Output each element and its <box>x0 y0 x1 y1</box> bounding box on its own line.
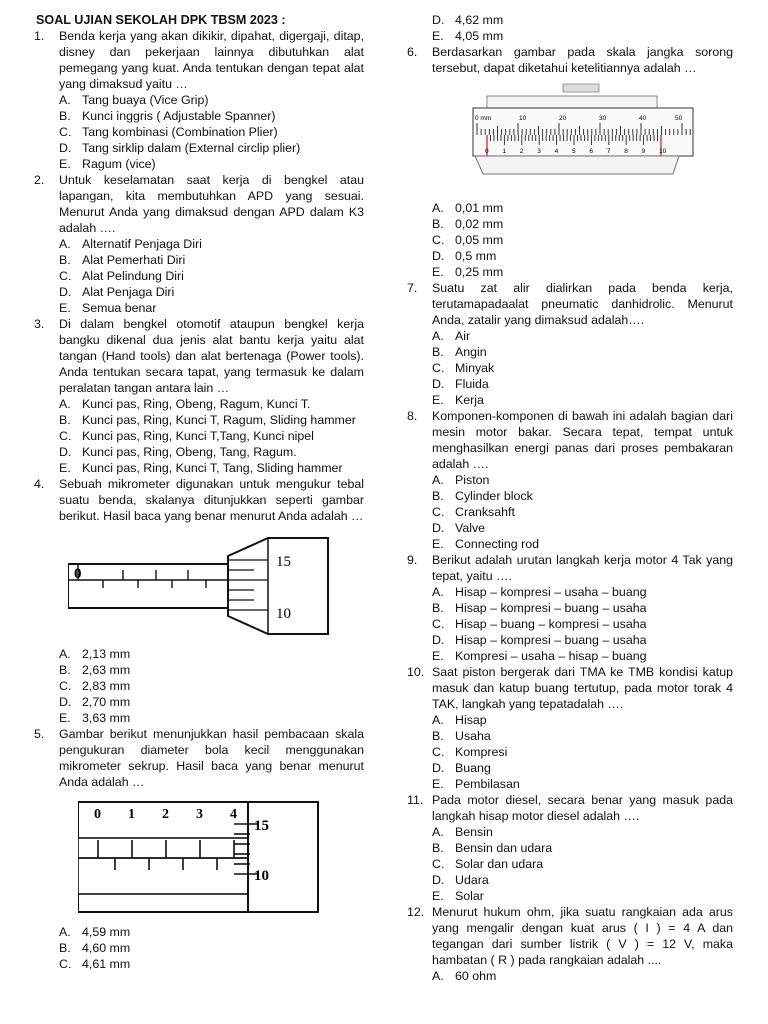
vernier-caliper-figure <box>447 82 733 194</box>
option-text: Tang kombinasi (Combination Plier) <box>82 125 278 139</box>
question-10 <box>407 664 733 792</box>
options-list <box>59 646 364 726</box>
question-number: 8. <box>407 409 418 423</box>
option-letter: C. <box>432 361 445 375</box>
option <box>59 428 364 444</box>
option-text: 4,60 mm <box>82 941 131 955</box>
option <box>59 252 364 268</box>
caliper-svg <box>447 82 703 192</box>
question-stem <box>407 664 733 712</box>
options-list <box>59 92 364 172</box>
option <box>59 284 364 300</box>
option <box>432 472 733 488</box>
option <box>59 124 364 140</box>
left-column <box>34 12 364 972</box>
option-letter: D. <box>432 633 445 647</box>
option-text: Usaha <box>455 729 491 743</box>
question-number: 9. <box>407 553 418 567</box>
option-text: Kunci inggris ( Adjustable Spanner) <box>82 109 276 123</box>
option-text: 0,25 mm <box>455 265 504 279</box>
option-letter: A. <box>59 237 71 251</box>
question-text: Berdasarkan gambar pada skala jangka sorong tersebut, dapat diketahui ketelitiannya adalah … <box>432 45 733 75</box>
vernier-label: 10 <box>659 148 667 155</box>
option-text: 4,05 mm <box>455 29 504 43</box>
option-letter: A. <box>59 925 71 939</box>
options-list <box>432 824 733 904</box>
question-stem <box>34 28 364 92</box>
option <box>432 536 733 552</box>
option-text: Hisap <box>455 713 487 727</box>
option-text: Alat Penjaga Diri <box>82 285 175 299</box>
main-label-50: 50 <box>675 115 683 122</box>
sleeve-label-4: 4 <box>230 807 237 822</box>
option <box>432 12 733 28</box>
option <box>432 632 733 648</box>
option <box>59 710 364 726</box>
option-letter: B. <box>59 109 71 123</box>
option-letter: B. <box>432 729 444 743</box>
vernier-label: 3 <box>537 148 541 155</box>
option-letter: D. <box>432 249 445 263</box>
question-text: Untuk keselamatan saat kerja di bengkel atau lapangan, kita membutuhkan APD yang sesuai. Menurut Anda yang dimaksud dengan APD dalam K3 adalah …. <box>59 173 364 235</box>
option-letter: D. <box>432 761 445 775</box>
option-text: 2,63 mm <box>82 663 131 677</box>
option-text: Kunci pas, Ring, Obeng, Ragum, Kunci T. <box>82 397 311 411</box>
micrometer-2-svg <box>78 798 338 916</box>
option-letter: C. <box>432 617 445 631</box>
option-text: 4,59 mm <box>82 925 131 939</box>
option-text: Kunci pas, Ring, Kunci T, Tang, Sliding hammer <box>82 461 343 475</box>
option <box>432 392 733 408</box>
question-text: Saat piston bergerak dari TMA ke TMB kondisi katup masuk dan katup buang tertutup, pada motor torak 4 TAK, langkah yang tepatadalah …. <box>432 665 733 711</box>
option-text: Bensin <box>455 825 493 839</box>
option <box>59 236 364 252</box>
options-list <box>432 584 733 664</box>
question-text: Berikut adalah urutan langkah kerja motor 4 Tak yang tepat, yaitu …. <box>432 553 733 583</box>
question-text: Suatu zat alir dialirkan pada benda kerja, terutamapadaalat pneumatic danhidrolic. Menurut Anda, zatalir yang dimaksud adalah…. <box>432 281 733 327</box>
question-2 <box>34 172 364 316</box>
option-letter: E. <box>59 461 71 475</box>
option-letter: B. <box>59 941 71 955</box>
option-text: Cranksahft <box>455 505 515 519</box>
micrometer-figure-1 <box>68 530 364 642</box>
option-letter: E. <box>59 157 71 171</box>
option-letter: E. <box>432 649 444 663</box>
option <box>59 694 364 710</box>
question-6 <box>407 44 733 280</box>
option-letter: E. <box>59 711 71 725</box>
vernier-label: 7 <box>606 148 611 155</box>
question-number: 12. <box>407 905 425 919</box>
option <box>59 444 364 460</box>
option-letter: D. <box>59 445 72 459</box>
option-text: Semua benar <box>82 301 157 315</box>
option <box>432 856 733 872</box>
option-letter: E. <box>432 537 444 551</box>
option <box>432 872 733 888</box>
sleeve-label-2: 2 <box>162 807 169 822</box>
thimble-label-15: 15 <box>276 554 291 570</box>
option-text: Tang sirklip dalam (External circlip plier) <box>82 141 301 155</box>
option-letter: C. <box>432 857 445 871</box>
question-stem <box>407 904 733 968</box>
option-text: 4,62 mm <box>455 13 504 27</box>
micrometer-1-svg <box>68 530 368 640</box>
sleeve-label-0: 0 <box>74 566 82 582</box>
options-list <box>59 924 364 972</box>
option <box>432 616 733 632</box>
option-text: Tang buaya (Vice Grip) <box>82 93 209 107</box>
option <box>432 200 733 216</box>
question-11 <box>407 792 733 904</box>
thimble-label-10: 10 <box>254 868 269 884</box>
question-stem <box>407 792 733 824</box>
micrometer-figure-2 <box>78 798 364 918</box>
question-stem <box>407 552 733 584</box>
option <box>59 924 364 940</box>
option-letter: A. <box>59 647 71 661</box>
question-number: 11. <box>407 793 424 807</box>
option <box>59 140 364 156</box>
option-letter: A. <box>59 397 71 411</box>
options-list <box>59 396 364 476</box>
option <box>432 744 733 760</box>
option <box>59 646 364 662</box>
option-letter: D. <box>59 285 72 299</box>
option-text: 2,83 mm <box>82 679 131 693</box>
option-text: 2,70 mm <box>82 695 131 709</box>
option-letter: C. <box>432 745 445 759</box>
option-text: 3,63 mm <box>82 711 131 725</box>
option <box>432 376 733 392</box>
main-label-40: 40 <box>639 115 647 122</box>
option-text: Solar <box>455 889 484 903</box>
option <box>432 360 733 376</box>
option-text: Air <box>455 329 471 343</box>
option-letter: B. <box>432 601 444 615</box>
option <box>59 460 364 476</box>
option-text: 0,01 mm <box>455 201 504 215</box>
option-text: Cylinder block <box>455 489 533 503</box>
option-text: 0,5 mm <box>455 249 497 263</box>
right-column <box>407 12 733 984</box>
options-list <box>432 472 733 552</box>
option-letter: B. <box>432 489 444 503</box>
option-text: Minyak <box>455 361 495 375</box>
question-8 <box>407 408 733 552</box>
main-label-0: 0 mm <box>475 115 492 122</box>
option-text: Alternatif Penjaga Diri <box>82 237 202 251</box>
main-label-30: 30 <box>599 115 607 122</box>
option <box>59 268 364 284</box>
option-text: Kompresi <box>455 745 508 759</box>
vernier-label: 1 <box>502 148 507 155</box>
option-letter: C. <box>59 125 72 139</box>
option-letter: B. <box>432 217 444 231</box>
question-number: 2. <box>34 173 45 187</box>
option-letter: C. <box>59 957 72 971</box>
option <box>59 156 364 172</box>
option-letter: C. <box>59 679 72 693</box>
option-text: Kunci pas, Ring, Kunci T, Ragum, Sliding hammer <box>82 413 356 427</box>
option-text: Valve <box>455 521 486 535</box>
option-text: 0,02 mm <box>455 217 504 231</box>
option <box>432 760 733 776</box>
option <box>432 504 733 520</box>
option <box>59 678 364 694</box>
option-text: Bensin dan udara <box>455 841 553 855</box>
option <box>59 300 364 316</box>
caliper-top-slot <box>563 84 599 92</box>
option <box>432 600 733 616</box>
option-letter: C. <box>432 505 445 519</box>
option-letter: D. <box>432 521 445 535</box>
question-5 <box>34 726 364 972</box>
option <box>432 264 733 280</box>
options-list <box>432 712 733 792</box>
option-letter: A. <box>59 93 71 107</box>
question-stem <box>34 172 364 236</box>
option-letter: D. <box>59 141 72 155</box>
option-letter: E. <box>432 777 444 791</box>
option <box>59 662 364 678</box>
question-text: Sebuah mikrometer digunakan untuk mengukur tebal suatu benda, skalanya ditunjukkan seperti gambar berikut. Hasil baca yang benar menurut Anda adalah … <box>59 477 364 523</box>
option-letter: C. <box>59 429 72 443</box>
option-text: 4,61 mm <box>82 957 131 971</box>
option <box>432 520 733 536</box>
option <box>432 328 733 344</box>
option-letter: E. <box>432 889 444 903</box>
option-letter: C. <box>59 269 72 283</box>
option-text: Kunci pas, Ring, Obeng, Tang, Ragum. <box>82 445 297 459</box>
option <box>432 824 733 840</box>
option <box>432 248 733 264</box>
option-text: 0,05 mm <box>455 233 504 247</box>
option <box>432 488 733 504</box>
option <box>59 92 364 108</box>
question-text: Pada motor diesel, secara benar yang masuk pada langkah hisap motor diesel adalah …. <box>432 793 733 823</box>
question-text: Di dalam bengkel otomotif ataupun bengkel kerja bangku dikenal dua jenis alat bantu kerja yaitu alat tangan (Hand tools) dan alat bertenaga (Power tools). Anda tentukan secara tapat, yang termasuk ke dalam peralatan tangan antara lain … <box>59 317 364 395</box>
question-number: 10. <box>407 665 425 679</box>
option <box>59 956 364 972</box>
option-text: Kerja <box>455 393 484 407</box>
question-stem <box>34 726 364 790</box>
option <box>432 712 733 728</box>
option-letter: A. <box>432 201 444 215</box>
sleeve <box>78 838 248 894</box>
question-stem <box>34 316 364 396</box>
question-5-continued-options <box>432 12 733 44</box>
option <box>432 648 733 664</box>
question-1 <box>34 28 364 172</box>
option-text: Connecting rod <box>455 537 540 551</box>
sleeve-label-1: 1 <box>128 807 135 822</box>
thimble-label-15: 15 <box>254 818 269 834</box>
sleeve-label-0: 0 <box>94 807 101 822</box>
thimble-label-10: 10 <box>276 606 291 622</box>
option-letter: A. <box>432 969 444 983</box>
question-stem <box>34 476 364 524</box>
option-letter: C. <box>432 233 445 247</box>
option-letter: A. <box>432 329 444 343</box>
main-label-20: 20 <box>559 115 567 122</box>
option-text: Alat Pemerhati Diri <box>82 253 186 267</box>
option-text: Hisap – kompresi – buang – usaha <box>455 601 647 615</box>
option-letter: A. <box>432 825 444 839</box>
option-letter: E. <box>432 393 444 407</box>
vernier-label: 8 <box>624 148 628 155</box>
question-7 <box>407 280 733 408</box>
question-number: 7. <box>407 281 418 295</box>
option-text: Hisap – buang – kompresi – usaha <box>455 617 647 631</box>
option <box>432 28 733 44</box>
question-text: Gambar berikut menunjukkan hasil pembacaan skala pengukuran diameter bola kecil menggunakan mikrometer sekrup. Hasil baca yang benar menurut Anda adalah … <box>59 727 364 789</box>
option-letter: A. <box>432 585 444 599</box>
option-letter: D. <box>432 13 445 27</box>
question-text: Benda kerja yang akan dikikir, dipahat, digergaji, ditap, disney dan pekerjaan lainnya dibutuhkan alat pemegang yang kuat. Anda tentukan dengan tepat alat yang dimaksud yaitu … <box>59 29 364 91</box>
option <box>59 108 364 124</box>
option-text: Fluida <box>455 377 489 391</box>
option-text: 60 ohm <box>455 969 497 983</box>
options-list <box>59 236 364 316</box>
question-9 <box>407 552 733 664</box>
option <box>432 584 733 600</box>
question-stem <box>407 44 733 76</box>
options-list <box>432 328 733 408</box>
question-number: 6. <box>407 45 418 59</box>
option <box>432 968 733 984</box>
vernier-label: 0 <box>485 148 489 155</box>
option <box>432 728 733 744</box>
option-letter: E. <box>432 265 444 279</box>
option-text: Buang <box>455 761 491 775</box>
question-3 <box>34 316 364 476</box>
vernier-label: 9 <box>641 148 646 155</box>
option <box>432 840 733 856</box>
option-letter: D. <box>59 695 72 709</box>
option <box>432 776 733 792</box>
option-letter: A. <box>432 713 444 727</box>
option-letter: B. <box>432 345 444 359</box>
option <box>59 940 364 956</box>
option-letter: B. <box>59 413 71 427</box>
option-text: Pembilasan <box>455 777 520 791</box>
option-letter: D. <box>432 377 445 391</box>
option-letter: B. <box>59 663 71 677</box>
exam-title: SOAL UJIAN SEKOLAH DPK TBSM 2023 : <box>36 13 286 27</box>
option-text: Kunci pas, Ring, Kunci T,Tang, Kunci nipel <box>82 429 314 443</box>
option-letter: A. <box>432 473 444 487</box>
main-label-10: 10 <box>519 115 527 122</box>
sleeve <box>68 564 228 608</box>
vernier-label: 4 <box>554 148 559 155</box>
option-text: Udara <box>455 873 489 887</box>
question-number: 4. <box>34 477 45 491</box>
option-letter: D. <box>432 873 445 887</box>
vernier-slider <box>475 156 679 174</box>
question-stem <box>407 408 733 472</box>
question-stem <box>407 280 733 328</box>
question-number: 5. <box>34 727 45 741</box>
vernier-label: 6 <box>589 148 594 155</box>
vernier-label: 2 <box>519 148 524 155</box>
option-text: Kompresi – usaha – hisap – buang <box>455 649 647 663</box>
option <box>432 344 733 360</box>
question-number: 3. <box>34 317 45 331</box>
options-list <box>432 200 733 280</box>
question-4 <box>34 476 364 726</box>
question-text: Menurut hukum ohm, jika suatu rangkaian ada arus yang mengalir dengan kuat arus ( I ) = 4 A dan tegangan dari sumber listrik ( V ) = 12 V, maka hambatan ( R ) pada rangkaian adalah .... <box>432 905 733 967</box>
option-text: Hisap – kompresi – buang – usaha <box>455 633 647 647</box>
option-text: Hisap – kompresi – usaha – buang <box>455 585 647 599</box>
option-text: Ragum (vice) <box>82 157 156 171</box>
vernier-label: 5 <box>572 148 576 155</box>
option <box>59 396 364 412</box>
options-list <box>432 968 733 984</box>
option-letter: E. <box>59 301 71 315</box>
question-12 <box>407 904 733 984</box>
option-letter: B. <box>432 841 444 855</box>
option <box>432 888 733 904</box>
option-text: Angin <box>455 345 487 359</box>
option-text: Solar dan udara <box>455 857 544 871</box>
option <box>59 412 364 428</box>
option <box>432 232 733 248</box>
option-letter: B. <box>59 253 71 267</box>
option-text: 2,13 mm <box>82 647 131 661</box>
sleeve-label-3: 3 <box>196 807 203 822</box>
question-text: Komponen-komponen di bawah ini adalah bagian dari mesin motor bakar. Secara tepat, tempat untuk menghasilkan energi panas dari proses pembakaran adalah …. <box>432 409 733 471</box>
option-text: Piston <box>455 473 490 487</box>
option-text: Alat Pelindung Diri <box>82 269 184 283</box>
option-letter: E. <box>432 29 444 43</box>
question-number: 1. <box>34 29 45 43</box>
option <box>432 216 733 232</box>
